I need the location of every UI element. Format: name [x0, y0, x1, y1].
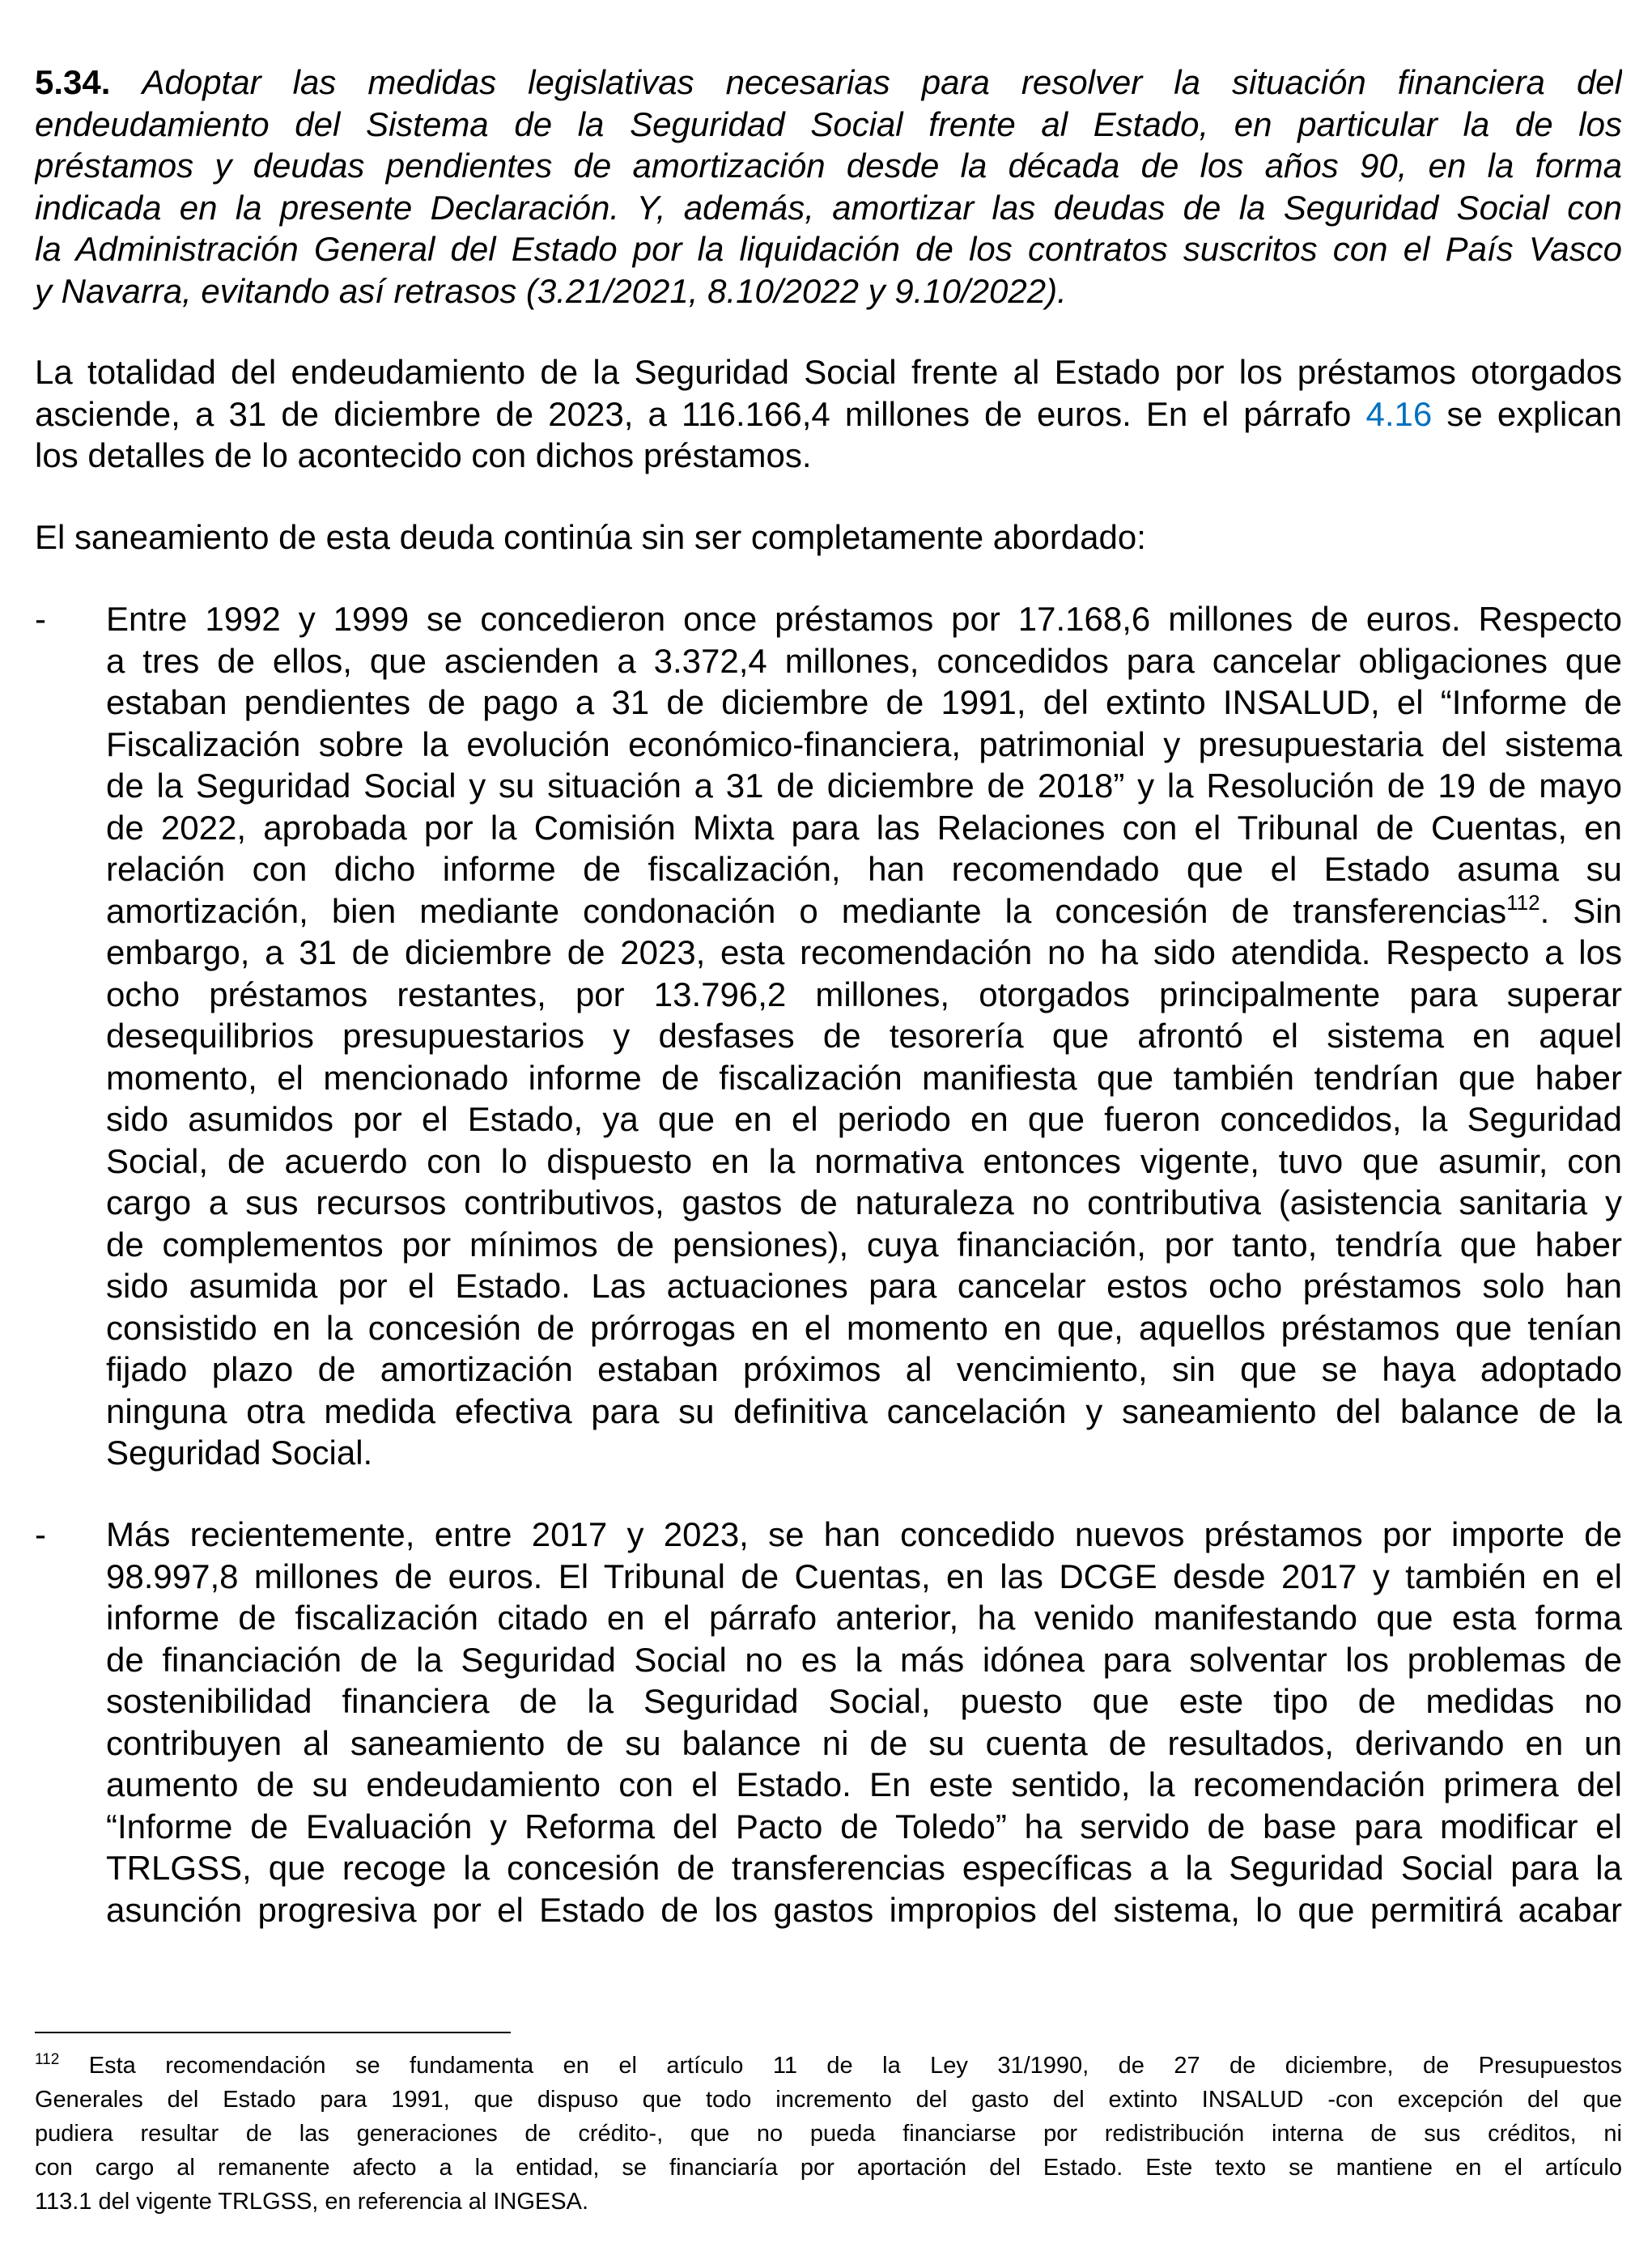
- recommendation-number: 5.34.: [35, 63, 111, 101]
- recommendation-5-34: [35, 62, 1622, 312]
- paragraph-total-debt: [35, 351, 1622, 477]
- bullet-line: sido asumidos por el Estado, ya que en el periodo en que fueron concedidos, la Seguridad: [106, 1100, 1622, 1138]
- bullet-line: embargo, a 31 de diciembre de 2023, esta recomendación no ha sido atendida. Respecto a los: [106, 933, 1622, 971]
- bullet-line: informe de fiscalización citado en el párrafo anterior, ha venido manifestando que esta forma: [106, 1599, 1622, 1637]
- recommendation-line: préstamos y deudas pendientes de amortización desde la década de los años 90, en la forma: [35, 147, 1622, 185]
- bullet-line: cargo a sus recursos contributivos, gastos de naturaleza no contributiva (asistencia sanitaria y: [106, 1183, 1622, 1221]
- bullet-line: contribuyen al saneamiento de su balance ni de su cuenta de resultados, derivando en un: [106, 1723, 1622, 1762]
- footnote-line: 113.1 del vigente TRLGSS, en referencia al INGESA.: [35, 2189, 589, 2215]
- recommendation-line: 5.34. Adoptar las medidas legislativas necesarias para resolver la situación financiera del: [35, 63, 1622, 101]
- footnote-line: con cargo al remanente afecto a la entidad, se financiaría por aportación del Estado. Este texto se mantiene en el artículo: [35, 2155, 1622, 2181]
- bullet-line: desequilibrios presupuestarios y desfases de tesorería que afrontó el sistema en aquel: [106, 1017, 1622, 1055]
- bullet-line: a tres de ellos, que ascienden a 3.372,4 millones, concedidos para cancelar obligaciones que: [106, 641, 1622, 680]
- bullet-line: de 2022, aprobada por la Comisión Mixta para las Relaciones con el Tribunal de Cuentas, en: [106, 808, 1622, 847]
- bullet-line: Más recientemente, entre 2017 y 2023, se han concedido nuevos préstamos por importe de: [106, 1515, 1622, 1553]
- bullet-line: de financiación de la Seguridad Social no es la más idónea para solventar los problemas de: [106, 1640, 1622, 1679]
- recommendation-line: y Navarra, evitando así retrasos (3.21/2021, 8.10/2022 y 9.10/2022).: [35, 271, 1067, 310]
- bullet-line: de complementos por mínimos de pensiones), cuya financiación, por tanto, tendría que haber: [106, 1225, 1622, 1264]
- bullet-line: estaban pendientes de pago a 31 de diciembre de 1991, del extinto INSALUD, el “Informe de: [106, 683, 1622, 721]
- bullet-line: TRLGSS, que recoge la concesión de transferencias específicas a la Seguridad Social para la: [106, 1849, 1622, 1887]
- bullet-line: momento, el mencionado informe de fiscalización manifiesta que también tendrían que haber: [106, 1058, 1622, 1097]
- paragraph-line: los detalles de lo acontecido con dichos préstamos.: [35, 436, 812, 474]
- bullet-line: “Informe de Evaluación y Reforma del Pacto de Toledo” ha servido de base para modificar el: [106, 1807, 1622, 1846]
- footnote-112: [35, 2049, 1622, 2219]
- recommendation-line: la Administración General del Estado por la liquidación de los contratos suscritos con el País Vasco: [35, 230, 1622, 268]
- bullet-line: fijado plazo de amortización estaban próximos al vencimiento, sin que se haya adoptado: [106, 1350, 1622, 1388]
- footnote-separator: [35, 2032, 511, 2033]
- footnote-line: Generales del Estado para 1991, que dispuso que todo incremento del gasto del extinto INSALUD -con excepción del que: [35, 2087, 1622, 2113]
- bullet-line: relación con dicho informe de fiscalización, han recomendado que el Estado asuma su: [106, 850, 1622, 888]
- bullet-line: Social, de acuerdo con lo dispuesto en la normativa entonces vigente, tuvo que asumir, con: [106, 1141, 1622, 1180]
- footnote-line: $^{112}$ Esta recomendación se fundamenta en el artículo 11 de la Ley 31/1990, de 27 de diciembre, de Presupuestos: [35, 2051, 1622, 2079]
- bullet-line: ocho préstamos restantes, por 13.796,2 millones, otorgados principalmente para superar: [106, 975, 1622, 1013]
- bullet-line: sido asumida por el Estado. Las actuaciones para cancelar estos ocho préstamos solo han: [106, 1267, 1622, 1305]
- dash-bullet-icon: -: [35, 1515, 46, 1553]
- footnote-number: 112: [35, 2051, 60, 2068]
- bullet-line: Fiscalización sobre la evolución económico-financiera, patrimonial y presupuestaria del sistema: [106, 724, 1622, 763]
- bullet-body: [106, 1514, 1622, 1931]
- bullet-line: amortización, bien mediante condonación o mediante la concesión de transferencias$^{112}$. Sin: [106, 890, 1622, 930]
- paragraph-line: La totalidad del endeudamiento de la Seguridad Social frente al Estado por los préstamos otorgados: [35, 353, 1622, 391]
- footnote-line: pudiera resultar de las generaciones de crédito-, que no pueda financiarse por redistribución interna de sus créditos, ni: [35, 2121, 1622, 2147]
- bullet-line: ninguna otra medida efectiva para su definitiva cancelación y saneamiento del balance de la: [106, 1391, 1622, 1430]
- paragraph-4-16-link[interactable]: 4.16: [1365, 394, 1433, 433]
- bullet-line: sostenibilidad financiera de la Seguridad Social, puesto que este tipo de medidas no: [106, 1682, 1622, 1720]
- bullet-line: Entre 1992 y 1999 se concedieron once préstamos por 17.168,6 millones de euros. Respecto: [106, 600, 1622, 638]
- recommendation-line: indicada en la presente Declaración. Y, además, amortizar las deudas de la Seguridad Social con: [35, 188, 1622, 227]
- paragraph-intro: [35, 516, 1622, 559]
- paragraph-line: El saneamiento de esta deuda continúa sin ser completamente abordado:: [35, 518, 1146, 556]
- recommendation-line: endeudamiento del Sistema de la Seguridad Social frente al Estado, en particular la de los: [35, 104, 1622, 143]
- bullet-line: aumento de su endeudamiento con el Estado. En este sentido, la recomendación primera del: [106, 1765, 1622, 1803]
- bullet-line: 98.997,8 millones de euros. El Tribunal de Cuentas, en las DCGE desde 2017 y también en el: [106, 1557, 1622, 1595]
- bullet-line: consistido en la concesión de prórrogas en el momento en que, aquellos préstamos que tenían: [106, 1308, 1622, 1347]
- bullet-body: [106, 598, 1622, 1474]
- bullet-line: de la Seguridad Social y su situación a 31 de diciembre de 2018” y la Resolución de 19 de mayo: [106, 767, 1622, 805]
- bullet-line: Seguridad Social.: [106, 1434, 373, 1472]
- dash-bullet-icon: -: [35, 600, 46, 638]
- paragraph-line: asciende, a 31 de diciembre de 2023, a 116.166,4 millones de euros. En el párrafo 4.16 se explican: [35, 394, 1622, 433]
- bullet-line: asunción progresiva por el Estado de los gastos impropios del sistema, lo que permitirá acabar: [106, 1890, 1622, 1929]
- footnote-reference-112[interactable]: 112: [1506, 890, 1540, 915]
